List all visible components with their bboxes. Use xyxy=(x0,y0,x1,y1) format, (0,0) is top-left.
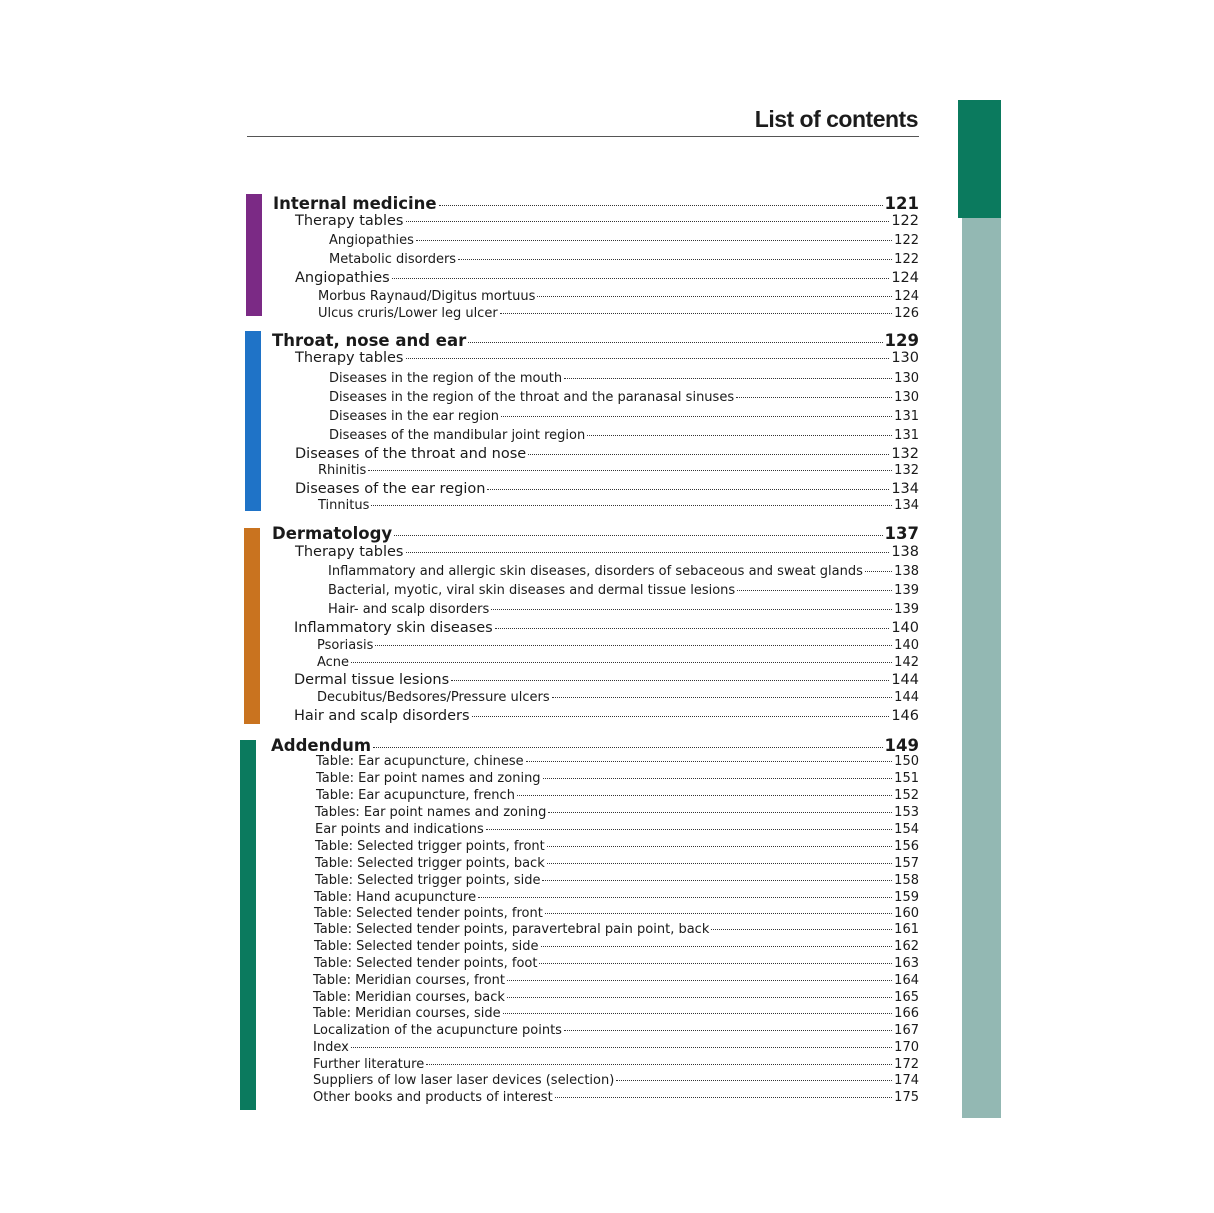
section-bar-dermatology xyxy=(244,528,260,724)
toc-entry[interactable]: Rhinitis 132 xyxy=(318,463,919,478)
toc-entry[interactable]: Diseases in the region of the mouth 130 xyxy=(329,371,919,386)
toc-entry[interactable]: Tinnitus 134 xyxy=(318,498,919,513)
toc-entry[interactable]: Diseases of the throat and nose 132 xyxy=(295,446,919,462)
toc-entry[interactable]: Table: Selected trigger points, side 158 xyxy=(315,873,919,888)
toc-entry[interactable]: Table: Selected tender points, paravertebral pain point, back 161 xyxy=(314,922,919,937)
toc-entry[interactable]: Inflammatory and allergic skin diseases, disorders of sebaceous and sweat glands 138 xyxy=(328,564,919,579)
toc-entry[interactable]: Index 170 xyxy=(313,1040,919,1055)
toc-entry[interactable]: Hair and scalp disorders 146 xyxy=(294,708,919,724)
toc-section-heading[interactable]: Throat, nose and ear 129 xyxy=(272,331,919,350)
toc-entry[interactable]: Table: Selected tender points, side 162 xyxy=(314,939,919,954)
section-tab-dark xyxy=(958,100,1001,218)
toc-entry[interactable]: Table: Selected tender points, front 160 xyxy=(314,906,919,921)
toc-entry[interactable]: Table: Ear acupuncture, chinese 150 xyxy=(316,754,919,769)
page-title: List of contents xyxy=(754,106,918,132)
toc-section-heading[interactable]: Internal medicine 121 xyxy=(273,194,919,213)
toc-entry[interactable]: Suppliers of low laser laser devices (selection) 174 xyxy=(313,1073,919,1088)
toc-entry[interactable]: Table: Selected trigger points, front 156 xyxy=(315,839,919,854)
section-bar-throat-nose-ear xyxy=(245,331,261,511)
toc-entry[interactable]: Morbus Raynaud/Digitus mortuus 124 xyxy=(318,289,919,304)
toc-entry[interactable]: Therapy tables 122 xyxy=(295,213,919,229)
toc-entry[interactable]: Diseases in the region of the throat and the paranasal sinuses 130 xyxy=(329,390,919,405)
toc-entry[interactable]: Inflammatory skin diseases 140 xyxy=(294,620,919,636)
toc-entry[interactable]: Acne 142 xyxy=(317,655,919,670)
toc-entry[interactable]: Further literature 172 xyxy=(313,1057,919,1072)
toc-entry[interactable]: Therapy tables 130 xyxy=(295,350,919,366)
section-bar-addendum xyxy=(240,740,256,1110)
toc-entry[interactable]: Localization of the acupuncture points 167 xyxy=(313,1023,919,1038)
header-divider xyxy=(247,136,919,137)
toc-entry[interactable]: Table: Ear point names and zoning 151 xyxy=(316,771,919,786)
toc-entry[interactable]: Other books and products of interest 175 xyxy=(313,1090,919,1105)
toc-entry[interactable]: Tables: Ear point names and zoning 153 xyxy=(315,805,919,820)
toc-entry[interactable]: Diseases in the ear region 131 xyxy=(329,409,919,424)
toc-section-heading[interactable]: Addendum 149 xyxy=(271,736,919,755)
toc-entry[interactable]: Bacterial, myotic, viral skin diseases and dermal tissue lesions 139 xyxy=(328,583,919,598)
toc-entry[interactable]: Table: Selected trigger points, back 157 xyxy=(315,856,919,871)
toc-entry[interactable]: Table: Meridian courses, side 166 xyxy=(313,1006,919,1021)
toc-entry[interactable]: Hair- and scalp disorders 139 xyxy=(328,602,919,617)
toc-entry[interactable]: Dermal tissue lesions 144 xyxy=(294,672,919,688)
toc-entry[interactable]: Therapy tables 138 xyxy=(295,544,919,560)
toc-entry[interactable]: Angiopathies 124 xyxy=(295,270,919,286)
toc-entry[interactable]: Table: Ear acupuncture, french 152 xyxy=(316,788,919,803)
toc-entry[interactable]: Table: Meridian courses, front 164 xyxy=(313,973,919,988)
toc-section-heading[interactable]: Dermatology 137 xyxy=(272,524,919,543)
toc-entry[interactable]: Angiopathies 122 xyxy=(329,233,919,248)
toc-entry[interactable]: Psoriasis 140 xyxy=(317,638,919,653)
section-tab-light xyxy=(962,218,1001,1118)
toc-entry[interactable]: Diseases of the mandibular joint region 131 xyxy=(329,428,919,443)
toc-entry[interactable]: Diseases of the ear region 134 xyxy=(295,481,919,497)
toc-entry[interactable]: Table: Selected tender points, foot 163 xyxy=(314,956,919,971)
toc-entry[interactable]: Ulcus cruris/Lower leg ulcer 126 xyxy=(318,306,919,321)
toc-entry[interactable]: Decubitus/Bedsores/Pressure ulcers 144 xyxy=(317,690,919,705)
toc-entry[interactable]: Table: Meridian courses, back 165 xyxy=(313,990,919,1005)
section-bar-internal-medicine xyxy=(246,194,262,316)
toc-entry[interactable]: Ear points and indications 154 xyxy=(315,822,919,837)
toc-entry[interactable]: Table: Hand acupuncture 159 xyxy=(314,890,919,905)
toc-entry[interactable]: Metabolic disorders 122 xyxy=(329,252,919,267)
